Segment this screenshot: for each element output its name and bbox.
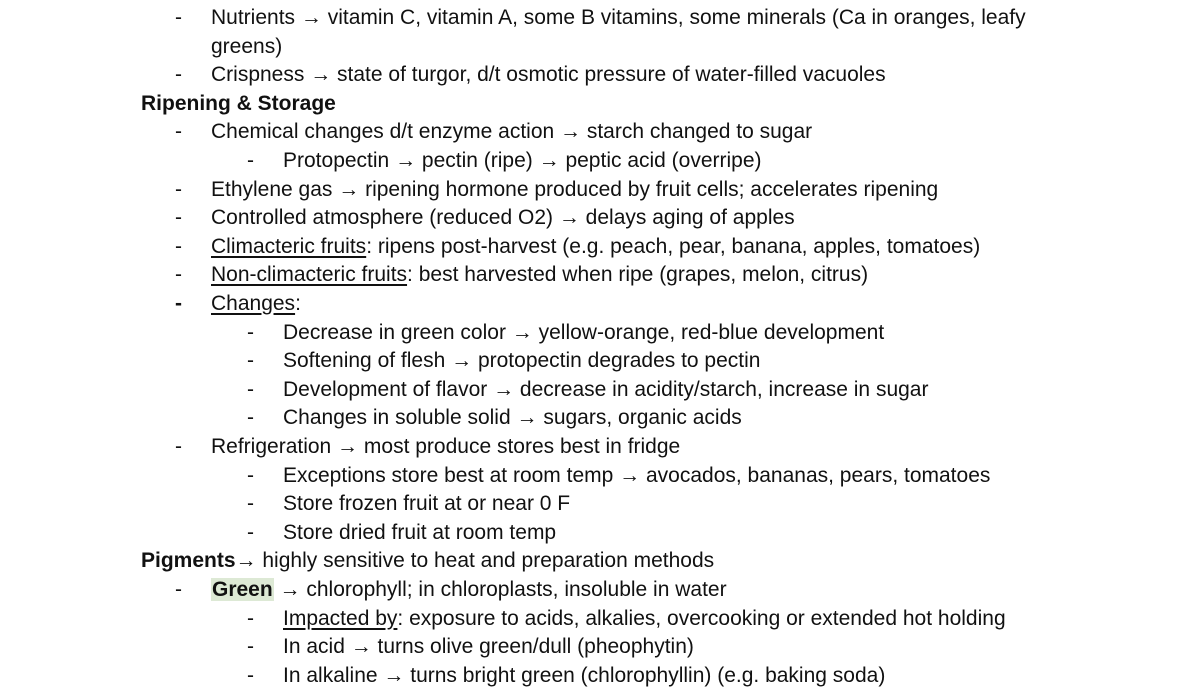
list-item-text: Crispness → state of turgor, d/t osmotic pressure of water-filled vacuoles <box>211 63 886 87</box>
term-climacteric-fruits: Climacteric fruits <box>211 234 367 258</box>
list-item-text: Refrigeration → most produce stores best in fridge <box>211 435 681 458</box>
heading-text: → highly sensitive to heat and preparation methods <box>235 549 715 573</box>
list-item-text: : best harvested when ripe (grapes, melon, citrus) <box>407 263 869 287</box>
bullet-dash: - <box>175 177 182 201</box>
list-item-text: Protopectin → pectin (ripe) → peptic acid (overripe) <box>283 149 762 172</box>
bullet-dash: - <box>175 578 182 601</box>
term-green-highlighted: Green <box>212 578 273 601</box>
list-item-text: In alkaline → turns bright green (chlorophyllin) (e.g. baking soda) <box>283 663 886 687</box>
bullet-dash: - <box>247 635 254 659</box>
term-changes: Changes <box>211 292 296 315</box>
list-item-text: : exposure to acids, alkalies, overcooking or extended hot holding <box>397 606 1006 630</box>
list-item-text: Softening of flesh → protopectin degrades to pectin <box>283 349 761 373</box>
list-item-text: Nutrients → vitamin C, vitamin A, some B vitamins, some minerals (Ca in oranges, leafy <box>211 6 1026 29</box>
bullet-dash: - <box>247 406 254 430</box>
section-heading-ripening-storage: Ripening & Storage <box>141 91 336 115</box>
bullet-dash: - <box>247 492 254 516</box>
bullet-dash: - <box>175 6 182 29</box>
bullet-dash: - <box>247 463 254 487</box>
bullet-dash: - <box>175 63 182 87</box>
list-item-text: → chlorophyll; in chloroplasts, insoluble in water <box>273 578 727 601</box>
list-item-text: Changes in soluble solid → sugars, organic acids <box>283 406 742 430</box>
list-item-text: In acid → turns olive green/dull (pheophytin) <box>283 635 694 659</box>
bullet-dash: - <box>175 435 182 458</box>
list-item-text: Store frozen fruit at or near 0 F <box>283 492 571 516</box>
list-item-text: : <box>295 292 301 315</box>
bullet-dash: - <box>247 606 254 630</box>
term-impacted-by: Impacted by <box>283 606 398 630</box>
bullet-dash: - <box>247 320 254 344</box>
bullet-dash: - <box>175 234 182 258</box>
bullet-dash: - <box>175 206 182 230</box>
bullet-dash: - <box>175 292 182 315</box>
list-item-text: Decrease in green color → yellow-orange, red-blue development <box>283 320 885 344</box>
bullet-dash: - <box>247 349 254 373</box>
list-item-text: Development of flavor → decrease in acidity/starch, increase in sugar <box>283 377 929 401</box>
list-item-text: Store dried fruit at room temp <box>283 520 557 544</box>
list-item-text: Exceptions store best at room temp → avocados, bananas, pears, tomatoes <box>283 463 991 487</box>
list-item-text: : ripens post-harvest (e.g. peach, pear, banana, apples, tomatoes) <box>366 234 981 258</box>
term-non-climacteric-fruits: Non-climacteric fruits <box>211 263 408 287</box>
heading-label: Pigments <box>141 549 236 573</box>
bullet-dash: - <box>247 149 254 172</box>
bullet-dash: - <box>247 520 254 544</box>
list-item-text: Ethylene gas → ripening hormone produced by fruit cells; accelerates ripening <box>211 177 939 201</box>
bullet-dash: - <box>247 663 254 687</box>
list-item-text: Chemical changes d/t enzyme action → starch changed to sugar <box>211 120 813 144</box>
bullet-dash: - <box>247 377 254 401</box>
section-heading-pigments <box>141 547 714 576</box>
list-item-text: Controlled atmosphere (reduced O2) → delays aging of apples <box>211 206 795 230</box>
bullet-dash: - <box>175 120 182 144</box>
list-item-text: greens) <box>211 34 283 58</box>
bullet-dash: - <box>175 263 182 287</box>
